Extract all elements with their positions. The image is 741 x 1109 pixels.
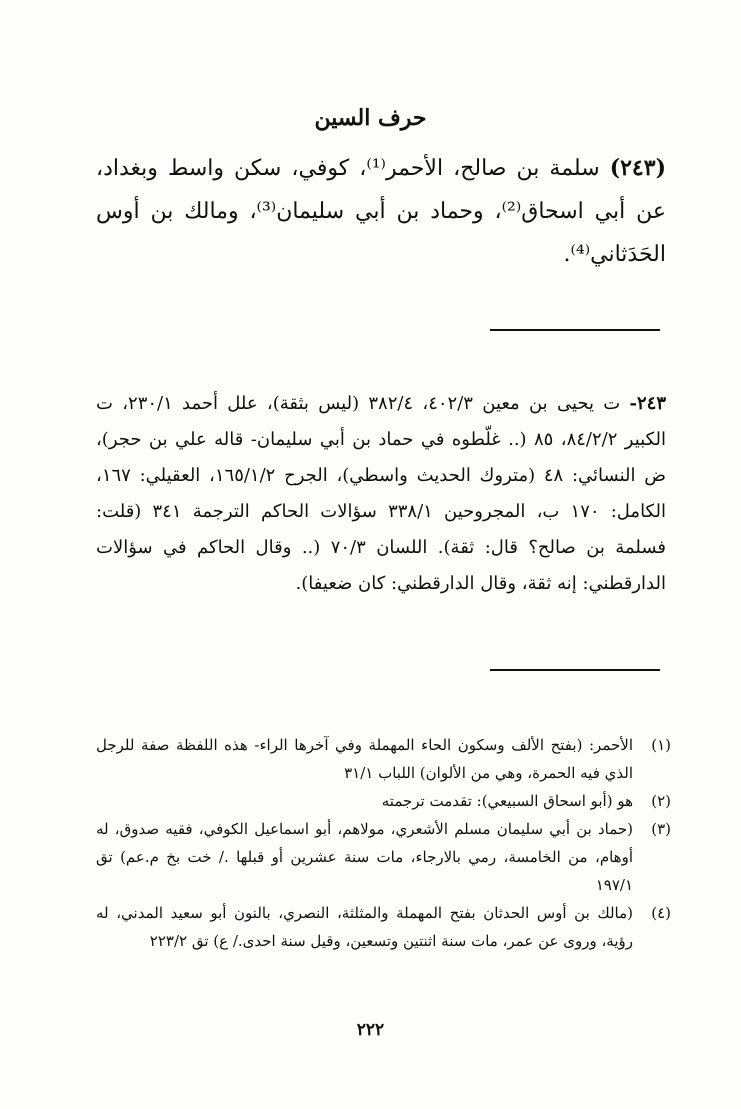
footnote-marker: (٤) [651,904,671,922]
footnote-text: (مالك بن أوس الحدثان بفتح المهملة والمثلثة، النصري، بالنون أبو سعيد المدني، له رؤية، وروى عن عمر، مات سنة اثنتين وتسعين، وقيل سنة احدى./ ع) تق ٢٢٣/٢ [96,904,633,950]
biography-entry [96,147,666,276]
page-number: ٢٢٢ [356,1020,385,1040]
footnote-item [96,731,671,787]
footnote-divider [490,669,660,671]
footnote-marker: (٢) [651,792,671,810]
footnote-item [96,899,671,955]
footnote-text: الأحمر: (بفتح الألف وسكون الحاء المهملة وفي آخرها الراء- هذه اللفظة صفة للرجل الذي فيه الحمرة، وهي من الألوان) اللباب ٣١/١ [96,736,633,782]
entry-text: سلمة بن صالح، الأحمر⁽¹⁾، كوفي، سكن واسط وبغداد، عن أبي اسحاق⁽²⁾، وحماد بن أبي سليمان⁽³⁾، ومالك بن أوس الحَدَثاني⁽⁴⁾. [96,156,667,267]
footnotes [96,731,671,955]
footnote-marker: (٣) [651,820,671,838]
footnote-text: هو (أبو اسحاق السبيعي): تقدمت ترجمته [381,792,633,810]
commentary-block [96,386,666,602]
entry-number: (٢٤٣) [609,155,666,181]
footnote-text: (حماد بن أبي سليمان مسلم الأشعري، مولاهم، أبو اسماعيل الكوفي، فقيه صدوق، له أوهام، من الخامسة، رمي بالارجاء، مات سنة عشرين أو قبلها ./ خت بخ م.عم) تق ١٩٧/١ [96,820,633,894]
section-title: حرف السين [314,105,427,131]
footnote-marker: (١) [651,736,671,754]
commentary-number: ٢٤٣- [629,393,667,414]
footnote-item [96,787,671,815]
commentary-text: ت يحيى بن معين ٤٠٢/٣، ٣٨٢/٤ (ليس بثقة)، علل أحمد ٢٣٠/١، ت الكبير ٨٤/٢/٢، ٨٥ (.. غلّطوه في حماد بن أبي سليمان- قاله علي بن حجر)، ض النسائي: ٤٨ (متروك الحديث واسطي)، الجرح ١٦٥/١/٢، العقيلي: ١٦٧، الكامل: ١٧٠ ب، المجروحين ٣٣٨/١ سؤالات الحاكم الترجمة ٣٤١ (قلت: فسلمة بن صالح؟ قال: ثقة). اللسان ٧٠/٣ (.. وقال الحاكم في سؤالات الدارقطني: إنه ثقة، وقال الدارقطني: كان ضعيفا). [96,393,667,594]
divider-rule [490,329,660,331]
footnote-item [96,815,671,899]
